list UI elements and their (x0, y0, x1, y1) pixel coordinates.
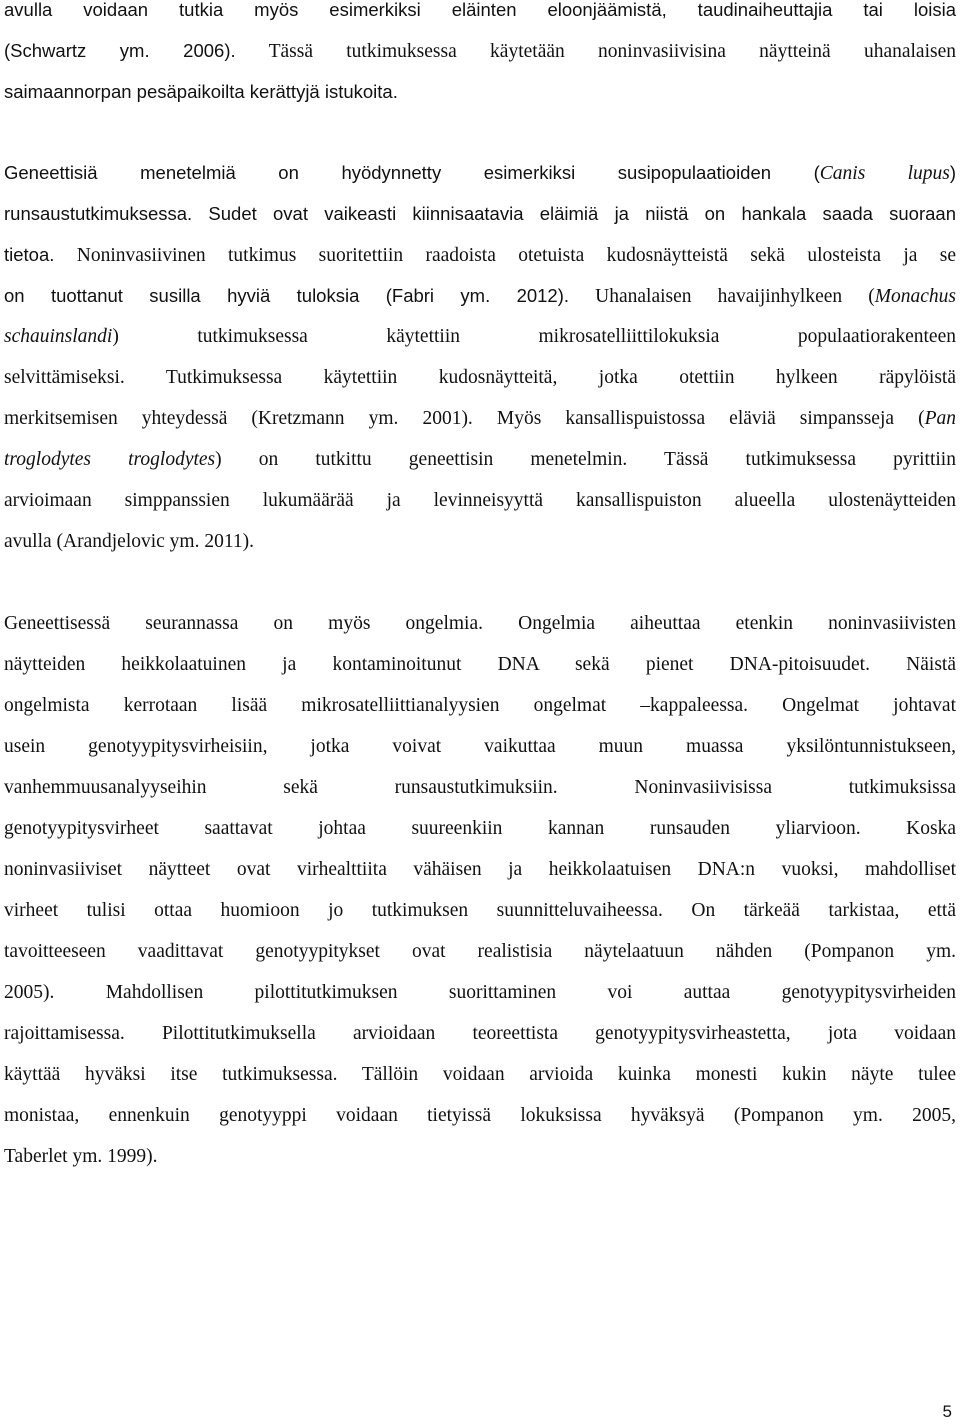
text-segment: Tässä tutkimuksessa käytetään noninvasiivisina näytteinä uhanalaisen (235, 41, 956, 62)
text-segment: monistaa, ennenkuin genotyyppi voidaan tietyissä lokuksissa hyväksyä (Pompanon ym. 2005, (4, 1105, 956, 1126)
text-line (4, 405, 956, 441)
text-segment: Taberlet ym. 1999). (4, 1146, 158, 1167)
text-segment: Koska (860, 818, 957, 839)
text-line (4, 856, 956, 892)
text-segment: Sudet ovat vaikeasti kiinnisaatavia eläimiä ja niistä on hankala saada suoraan (192, 203, 956, 224)
text-segment: runsaustutkimuksessa. (4, 203, 193, 224)
text-line (4, 364, 956, 400)
text-segment: Ongelmat johtavat (748, 695, 956, 716)
text-segment: Tutkimuksessa käytettiin kudosnäytteitä, jotka otettiin hylkeen räpylöistä (124, 367, 956, 388)
text-segment: 2005). (4, 982, 55, 1003)
text-segment: virheet tulisi ottaa huomioon jo tutkimuksen suunnitteluvaiheessa. (4, 900, 663, 921)
text-segment: Geneettisessä seurannassa on myös ongelmia. (4, 613, 483, 634)
text-segment: selvittämiseksi. (4, 367, 125, 388)
text-segment: avulla voidaan tutkia myös esimerkiksi eläinten eloonjäämistä, taudinaiheuttajia tai loisia (4, 0, 956, 20)
text-line (4, 692, 956, 728)
text-segment: ) (949, 162, 956, 183)
text-segment: tavoitteeseen vaadittavat genotyypitykset ovat realistisia näytelaatuun nähden (Pompanon ym. (4, 941, 956, 962)
text-segment: Mahdollisen pilottitutkimuksen suorittaminen voi auttaa genotyypitysvirheiden (54, 982, 956, 1003)
text-line (4, 78, 956, 114)
text-segment: näytteiden heikkolaatuinen ja kontaminoitunut DNA sekä pienet DNA-pitoisuudet. (4, 654, 870, 675)
species-name: Pan (924, 408, 956, 429)
text-line (4, 938, 956, 974)
text-line (4, 241, 956, 277)
text-segment: Pilottitutkimuksella arvioidaan teoreettista genotyypitysvirheastetta, jota voidaan (124, 1023, 956, 1044)
text-segment: Näistä (869, 654, 956, 675)
species-name: Monachus (874, 286, 956, 307)
text-segment: arvioimaan simppanssien lukumäärää ja levinneisyyttä kansallispuiston alueella ulostenäytteiden (4, 490, 956, 511)
text-line (4, 487, 956, 523)
text-segment: Noninvasiivinen tutkimus suoritettiin raadoista otetuista kudosnäytteistä sekä ulosteista ja se (54, 245, 956, 266)
text-line (4, 733, 956, 769)
text-segment: ) on tutkittu geneettisin menetelmin. Tässä tutkimuksessa pyrittiin (215, 449, 956, 470)
text-segment: noninvasiiviset näytteet ovat virhealttiita vähäisen ja heikkolaatuisen DNA:n vuoksi, mahdolliset (4, 859, 956, 880)
text-segment: rajoittamisessa. (4, 1023, 125, 1044)
text-segment: usein genotyypitysvirheisiin, jotka voivat vaikuttaa muun muassa yksilöntunnistukseen, (4, 736, 956, 757)
page-number: 5 (942, 1402, 952, 1421)
text-line (4, 1102, 956, 1138)
text-segment: Tällöin voidaan arvioida kuinka monesti kukin näyte tulee (337, 1064, 956, 1085)
text-line (4, 200, 956, 236)
text-segment: ) tutkimuksessa käytettiin mikrosatelliittilokuksia populaatiorakenteen (112, 326, 956, 347)
text-segment: käyttää hyväksi itse tutkimuksessa. (4, 1064, 338, 1085)
text-line (4, 1020, 956, 1056)
species-name: troglodytes troglodytes (4, 449, 216, 470)
text-line (4, 897, 956, 933)
text-line (4, 979, 956, 1015)
text-segment: ongelmista kerrotaan lisää mikrosatelliittianalyysien ongelmat –kappaleessa. (4, 695, 749, 716)
text-line (4, 37, 956, 73)
text-line (4, 446, 956, 482)
species-name: Canis lupus (819, 163, 950, 184)
text-line (4, 651, 956, 687)
text-line (4, 1143, 956, 1179)
text-segment: genotyypitysvirheet saattavat johtaa suureenkiin kannan runsauden yliarvioon. (4, 818, 861, 839)
text-segment: saimaannorpan pesäpaikoilta kerättyjä istukoita. (4, 81, 398, 102)
text-line (4, 774, 956, 810)
text-line (4, 815, 956, 851)
text-segment: on tuottanut susilla hyviä tuloksia (Fabri ym. 2012). (4, 285, 570, 306)
text-line (4, 282, 956, 318)
text-segment: merkitsemisen yhteydessä (Kretzmann ym. 2001). (4, 408, 473, 429)
text-line (4, 1061, 956, 1097)
text-segment: On tärkeää tarkistaa, että (662, 900, 956, 921)
text-line (4, 0, 956, 32)
text-segment: Uhanalaisen havaijinhylkeen ( (569, 286, 875, 307)
text-segment: (Schwartz ym. 2006). (4, 40, 236, 61)
text-segment: Ongelmia aiheuttaa etenkin noninvasiivisten (482, 613, 956, 634)
text-line (4, 528, 956, 564)
species-name: schauinslandi (4, 326, 113, 347)
text-segment: tietoa. (4, 244, 55, 265)
text-segment: Noninvasiivisissa tutkimuksissa (557, 777, 956, 798)
text-segment: Geneettisiä menetelmiä on hyödynnetty esimerkiksi susipopulaatioiden ( (4, 162, 820, 183)
text-line (4, 159, 956, 195)
text-segment: vanhemmuusanalyyseihin sekä runsaustutkimuksiin. (4, 777, 558, 798)
text-line (4, 610, 956, 646)
text-segment: Myös kansallispuistossa eläviä simpansseja ( (472, 408, 925, 429)
text-line (4, 323, 956, 359)
text-segment: avulla (Arandjelovic ym. 2011). (4, 531, 254, 552)
